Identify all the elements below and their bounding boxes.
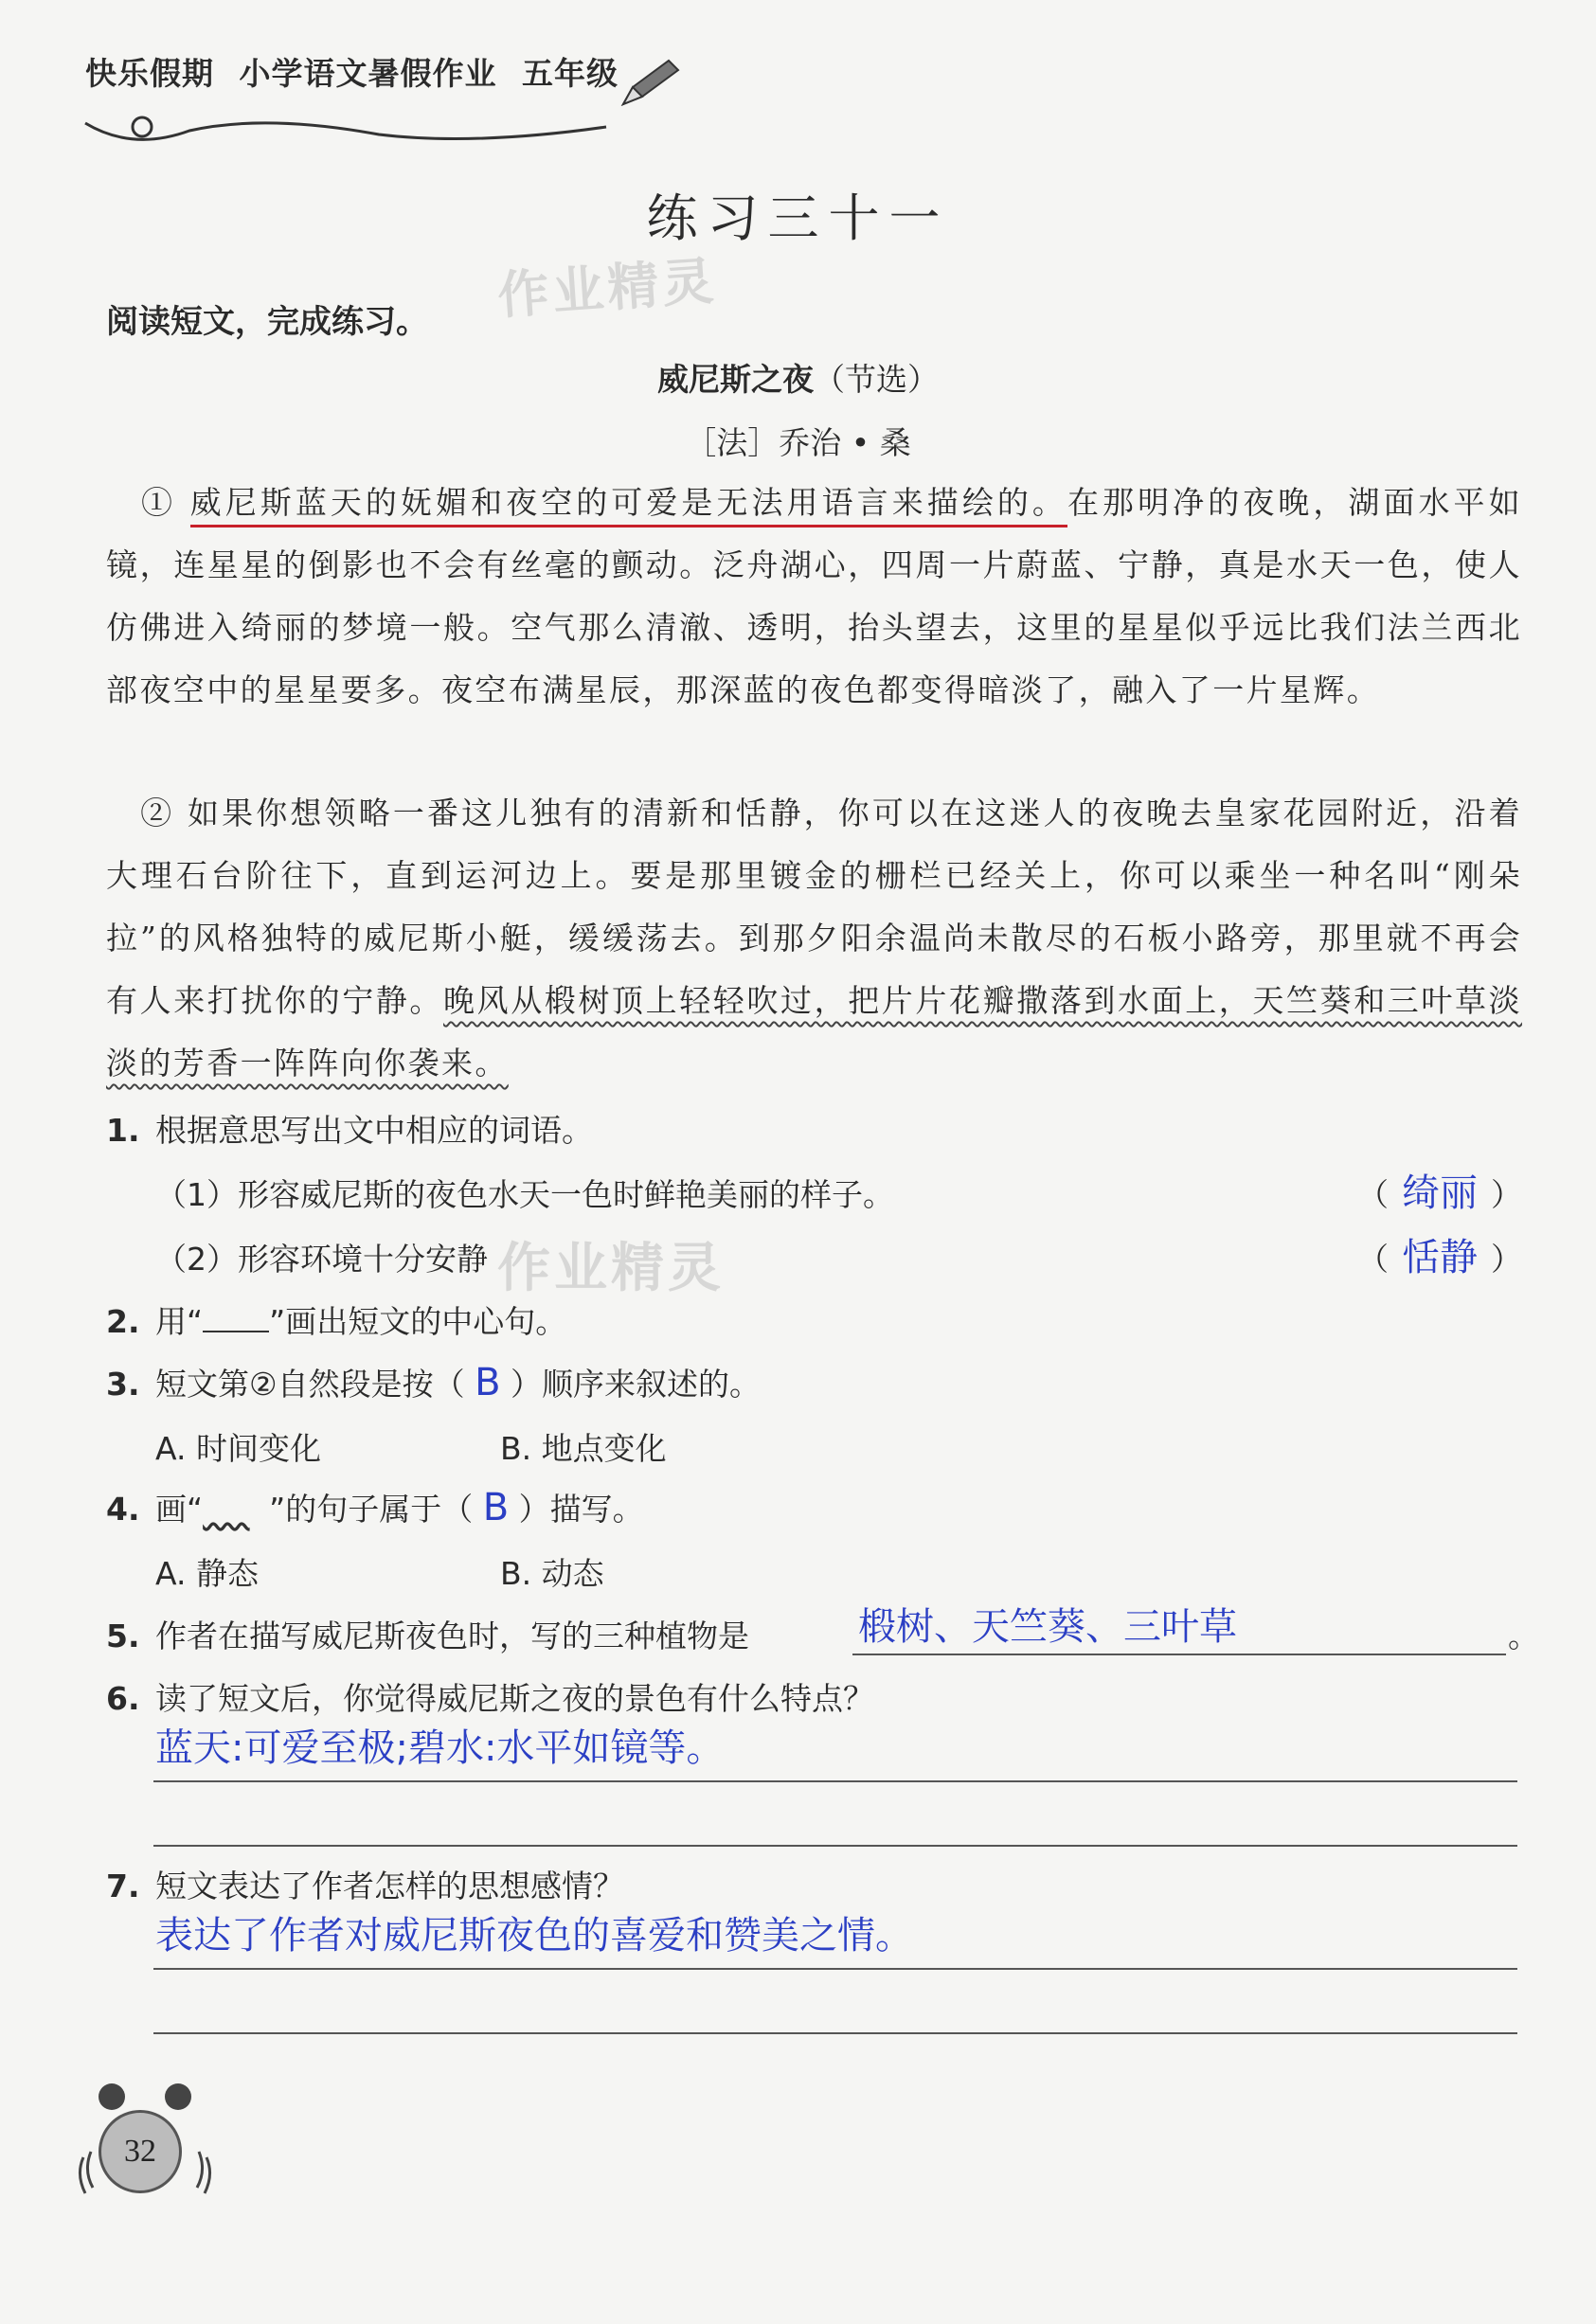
question-4-answer: B bbox=[482, 1486, 510, 1529]
question-3-option-a: A. 时间变化 bbox=[155, 1430, 321, 1467]
question-1-answer-2: 恬静 bbox=[1402, 1236, 1478, 1279]
question-5-answer-wrap bbox=[858, 1597, 1237, 1651]
question-5-answer-line bbox=[852, 1654, 1506, 1655]
question-7-answer-wrap bbox=[155, 1905, 913, 1959]
question-5-answer: 椴树、天竺葵、三叶草 bbox=[858, 1605, 1237, 1649]
instruction: 阅读短文，完成练习。 bbox=[106, 303, 428, 341]
essay-title bbox=[0, 355, 1596, 400]
question-7-text: 短文表达了作者怎样的思想感情？ bbox=[155, 1868, 624, 1904]
question-4-pre: 画“ bbox=[155, 1491, 204, 1528]
book-subject: 小学语文暑假作业 bbox=[239, 55, 497, 92]
question-1-sub-1: （1）形容威尼斯的夜色水天一色时鲜艳美丽的样子。 bbox=[155, 1176, 894, 1213]
question-5-number: 5. bbox=[106, 1618, 140, 1654]
watermark-2: 作业精灵 bbox=[497, 1238, 725, 1299]
paragraph-1-text: 在那明净的夜晚，湖面水平如镜，连星星的倒影也不会有丝毫的颤动。泛舟湖心，四周一片蔚蓝、宁静，真是水天一色，使人仿佛进入绮丽的梦境一般。空气那么清澈、透明，抬头望去，这里的星星似乎远比我们法兰西北部夜空中的星星要多。夜空布满星辰，那深蓝的夜色都变得暗淡了，融入了一片星辉。 bbox=[106, 484, 1523, 708]
question-6 bbox=[106, 1674, 874, 1719]
book-grade: 五年级 bbox=[522, 55, 619, 92]
question-6-number: 6. bbox=[106, 1680, 140, 1717]
question-6-answer-wrap bbox=[155, 1718, 724, 1772]
question-3-answer: B bbox=[475, 1361, 501, 1404]
wavy-underline-sample bbox=[203, 1491, 269, 1528]
question-5-end: 。 bbox=[1508, 1618, 1539, 1654]
question-1 bbox=[106, 1106, 593, 1151]
question-3 bbox=[106, 1360, 761, 1404]
paragraph-2 bbox=[106, 782, 1522, 1095]
question-4-option-a: A. 静态 bbox=[155, 1555, 259, 1592]
question-1-answer-1-box: （ 绮丽 ） bbox=[1357, 1171, 1522, 1215]
pencil-icon bbox=[616, 55, 682, 112]
paragraph-1 bbox=[106, 472, 1522, 722]
question-4 bbox=[106, 1485, 644, 1529]
paragraph-2-text: 如果你想领略一番这儿独有的清新和恬静，你可以在这迷人的夜晚去皇家花园附近，沿着大理石台阶往下，直到运河边上。要是那里镀金的栅栏已经关上，你可以乘坐一种名叫“刚朵拉”的风格独特的威尼斯小艇，缓缓荡去。到那夕阳余温尚未散尽的石板小路旁，那里就不再会有人来打扰你的宁静。 bbox=[106, 795, 1522, 1019]
book-name: 快乐假期 bbox=[85, 55, 214, 92]
watermark: 作业精灵 bbox=[495, 250, 720, 327]
question-3-option-b: B. 地点变化 bbox=[500, 1430, 667, 1467]
question-3-number: 3. bbox=[106, 1366, 140, 1403]
paragraph-1-marker: ① bbox=[139, 484, 177, 521]
wavy-underlined-sentence: 晚风从椴树顶上轻轻吹过，把片片花瓣撒落到水面上，天竺葵和三叶草淡淡的芳香一阵阵向你袭来。 bbox=[106, 982, 1522, 1082]
question-3-pre: 短文第②自然段是按（ bbox=[155, 1366, 465, 1403]
question-4-post: ）描写。 bbox=[518, 1491, 644, 1528]
exercise-title: 练习三十一 bbox=[646, 188, 950, 248]
straight-underline-sample bbox=[203, 1304, 269, 1332]
question-7-answer: 表达了作者对威尼斯夜色的喜爱和赞美之情。 bbox=[155, 1914, 913, 1958]
question-7-answer-line-2 bbox=[153, 2032, 1517, 2034]
essay-author: ［法］乔治 • 桑 bbox=[685, 424, 911, 461]
central-sentence-underlined: 威尼斯蓝天的妩媚和夜空的可爱是无法用语言来描绘的。 bbox=[190, 484, 1067, 527]
question-1-answer-1: 绮丽 bbox=[1402, 1171, 1478, 1215]
paragraph-2-marker: ② bbox=[139, 795, 175, 831]
question-5 bbox=[106, 1612, 749, 1656]
question-6-answer-line-2 bbox=[153, 1845, 1517, 1847]
question-1-text: 根据意思写出文中相应的词语。 bbox=[155, 1112, 593, 1149]
question-1-answer-2-box: （ 恬静 ） bbox=[1357, 1236, 1522, 1279]
question-7 bbox=[106, 1862, 624, 1906]
question-7-answer-line-1 bbox=[153, 1968, 1517, 1970]
question-2-number: 2. bbox=[106, 1303, 140, 1340]
question-2-pre: 用“ bbox=[155, 1303, 204, 1340]
book-header bbox=[85, 49, 632, 94]
question-6-answer: 蓝天:可爱至极;碧水:水平如镜等。 bbox=[155, 1726, 725, 1770]
essay-title-note: （节选） bbox=[814, 361, 939, 398]
question-1-sub-2: （2）形容环境十分安静 bbox=[155, 1241, 488, 1278]
question-4-number: 4. bbox=[106, 1491, 140, 1528]
question-2 bbox=[106, 1297, 566, 1342]
question-2-post: ”画出短文的中心句。 bbox=[269, 1303, 567, 1340]
question-3-post: ）顺序来叙述的。 bbox=[511, 1366, 762, 1403]
question-4-mid: ”的句子属于（ bbox=[269, 1491, 474, 1528]
question-6-text: 读了短文后，你觉得威尼斯之夜的景色有什么特点？ bbox=[155, 1680, 874, 1717]
question-1-number: 1. bbox=[106, 1112, 140, 1149]
question-6-answer-line-1 bbox=[153, 1780, 1517, 1782]
question-5-text: 作者在描写威尼斯夜色时，写的三种植物是 bbox=[155, 1618, 749, 1654]
question-7-number: 7. bbox=[106, 1868, 140, 1904]
question-4-option-b: B. 动态 bbox=[500, 1555, 604, 1592]
essay-title-text: 威尼斯之夜 bbox=[657, 361, 814, 398]
page-number: 32 bbox=[99, 2110, 182, 2193]
